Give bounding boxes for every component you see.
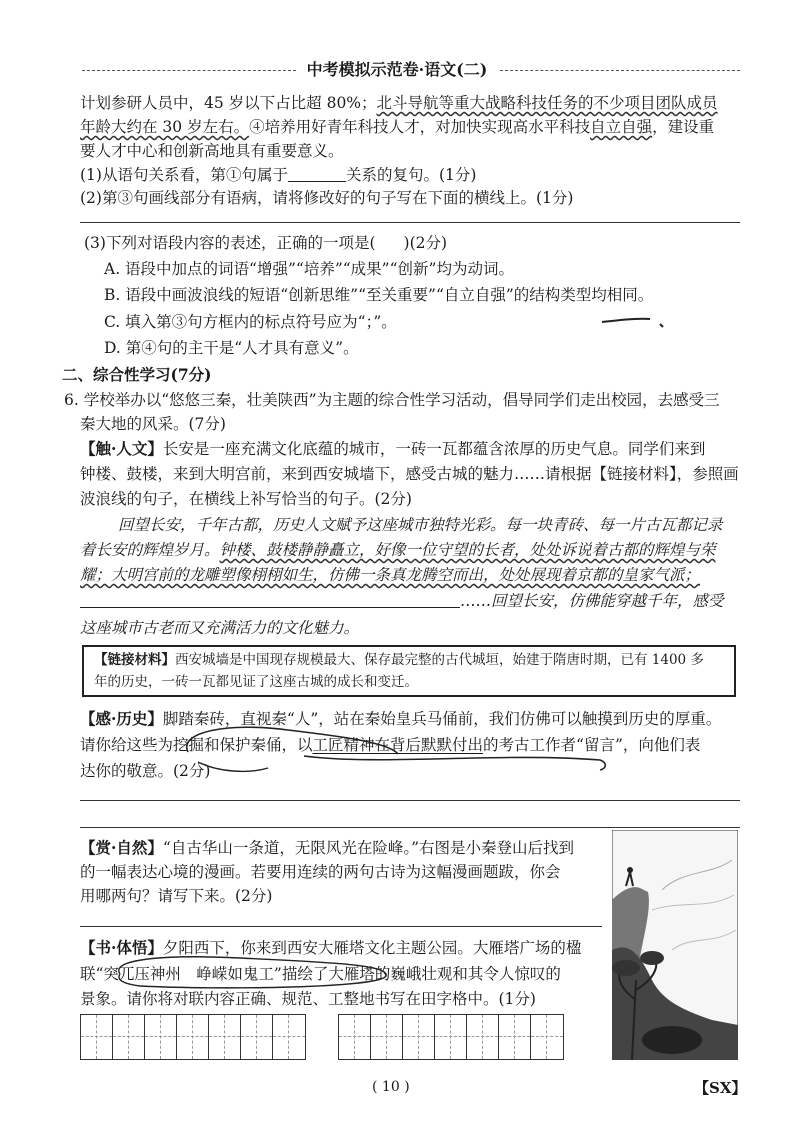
option-c: C. 填入第③句方框内的标点符号应为“；”。 [104,313,397,331]
para5-line3: 要人才中心和创新高地具有重要意义。 [80,142,344,160]
nature-line2: 的一幅表达心境的漫画。若要用连续的两句古诗为这幅漫画题跋，你会 [80,863,561,881]
calligraphy-line3: 景象。请你将对联内容正确、规范、工整地书写在田字格中。(1分) [80,990,536,1008]
mountain-cartoon-image [612,830,738,1060]
region-tag: 【SX】 [694,1079,747,1097]
answer-blank-passage[interactable] [80,592,460,608]
option-b: B. 语段中画波浪线的短语“创新思维”“至关重要”“自立自强”的结构类型均相同。 [104,286,654,304]
touch-line1: 【触·人文】长安是一座充满文化底蕴的城市，一砖一瓦都蕴含浓厚的历史气息。同学们来到 [80,439,706,458]
answer-blank-q1[interactable] [288,166,346,182]
para5-line2: 年龄大约在 30 岁左右。④培养用好青年科技人才，对加快实现高水平科技自立自强，建设重 [80,118,715,136]
question-1: (1)从语句关系看，第①句属于 关系的复句。(1分) [80,166,477,184]
question-6-line1: 6. 学校举办以“悠悠三秦，壮美陕西”为主题的综合性学习活动，倡导同学们走出校园，去感受三 [64,391,720,409]
grid-cell[interactable] [81,1015,113,1059]
underline-annotation-icon [300,746,620,776]
page-number: ( 10 ) [372,1079,410,1095]
grid-cell[interactable] [371,1015,403,1059]
question-3: (3)下列对语段内容的表述，正确的一项是( )(2分) [84,234,448,252]
grid-cell[interactable] [177,1015,209,1059]
grid-cell[interactable] [209,1015,241,1059]
grid-cell[interactable] [113,1015,145,1059]
option-d: D. 第④句的主干是“人才具有意义”。 [104,339,359,357]
page-title: 中考模拟示范卷·语文(二) [306,60,488,79]
grid-cell[interactable] [339,1015,371,1059]
section-2-title: 二、综合性学习(7分) [62,365,212,384]
link-material-box [82,645,736,697]
passage-line3: 耀；大明宫前的龙雕塑像栩栩如生，仿佛一条真龙腾空而出，处处展现着京都的皇家气派； [80,566,701,584]
option-a: A. 语段中加点的词语“增强”“培养”“成果”“创新”均为动词。 [104,260,514,278]
grid-cell[interactable] [499,1015,531,1059]
nature-line1: 【赏·自然】“自古华山一条道，无限风光在险峰。”右图是小秦登山后找到 [80,838,575,857]
passage-line5: 这座城市古老而又充满活力的文化魅力。 [80,619,360,637]
para5-line1: 计划参研人员中，45 岁以下占比超 80%；北斗导航等重大战略科技任务的不少项目团队成员 [80,94,718,112]
link-material-line2: 年的历史，一砖一瓦都见证了这座古城的成长和变迁。 [94,674,418,690]
nature-line3: 用哪两句？请写下来。(2分) [80,887,273,905]
grid-cell[interactable] [273,1015,305,1059]
passage-line1: 回望长安，千年古都，历史人文赋予这座城市独特光彩。每一块青砖、每一片古瓦都记录 [118,516,723,534]
touch-line3: 波浪线的句子，在横线上补写恰当的句子。(2分) [80,490,412,508]
grid-cell[interactable] [145,1015,177,1059]
grid-cell[interactable] [531,1015,563,1059]
answer-line-nature[interactable] [80,926,602,927]
passage-line2: 着长安的辉煌岁月。钟楼、鼓楼静静矗立，好像一位守望的长者，处处诉说着古都的辉煌与荣 [80,541,716,559]
calligraphy-line2: 联“突兀压神州 峥嵘如鬼工”描绘了大雁塔的巍峨壮观和其令人惊叹的 [80,965,561,983]
answer-line-history-1[interactable] [80,800,740,801]
passage-line4: ……回望长安，仿佛能穿越千年，感受 [80,590,740,612]
history-line1: 【感·历史】脚踏秦砖，直视秦“人”，站在秦始皇兵马俑前，我们仿佛可以触摸到历史的厚重。 [80,709,722,728]
grid-cell[interactable] [467,1015,499,1059]
grid-cell[interactable] [435,1015,467,1059]
grid-cell[interactable] [241,1015,273,1059]
history-line3: 达你的敬意。(2分) [80,762,211,780]
calligraphy-grid-left[interactable] [80,1014,306,1060]
grid-cell[interactable] [403,1015,435,1059]
question-2: (2)第③句画线部分有语病，请将修改好的句子写在下面的横线上。(1分) [80,189,574,207]
question-6-line2: 秦大地的风采。(7分) [80,415,226,433]
touch-line2: 钟楼、鼓楼，来到大明宫前，来到西安城墙下，感受古城的魅力……请根据【链接材料】，参照画 [80,465,739,483]
answer-line-history-2[interactable] [80,827,740,828]
calligraphy-grid-right[interactable] [338,1014,564,1060]
header-rule-right [500,70,740,71]
answer-line-q2[interactable] [80,222,740,223]
calligraphy-line1: 【书·体悟】夕阳西下，你来到西安大雁塔文化主题公园。大雁塔广场的楹 [80,938,582,957]
history-line2: 请你给这些为挖掘和保护秦俑，以工匠精神在背后默默付出的考古工作者“留言”，向他们表 [80,736,701,754]
link-material-line1: 【链接材料】西安城墙是中国现存规模最大、保存最完整的古代城垣，始建于隋唐时期，已有 1400 多 [94,652,704,668]
pen-mark-icon [600,312,670,332]
circle-annotation-couplet-icon [100,950,400,995]
